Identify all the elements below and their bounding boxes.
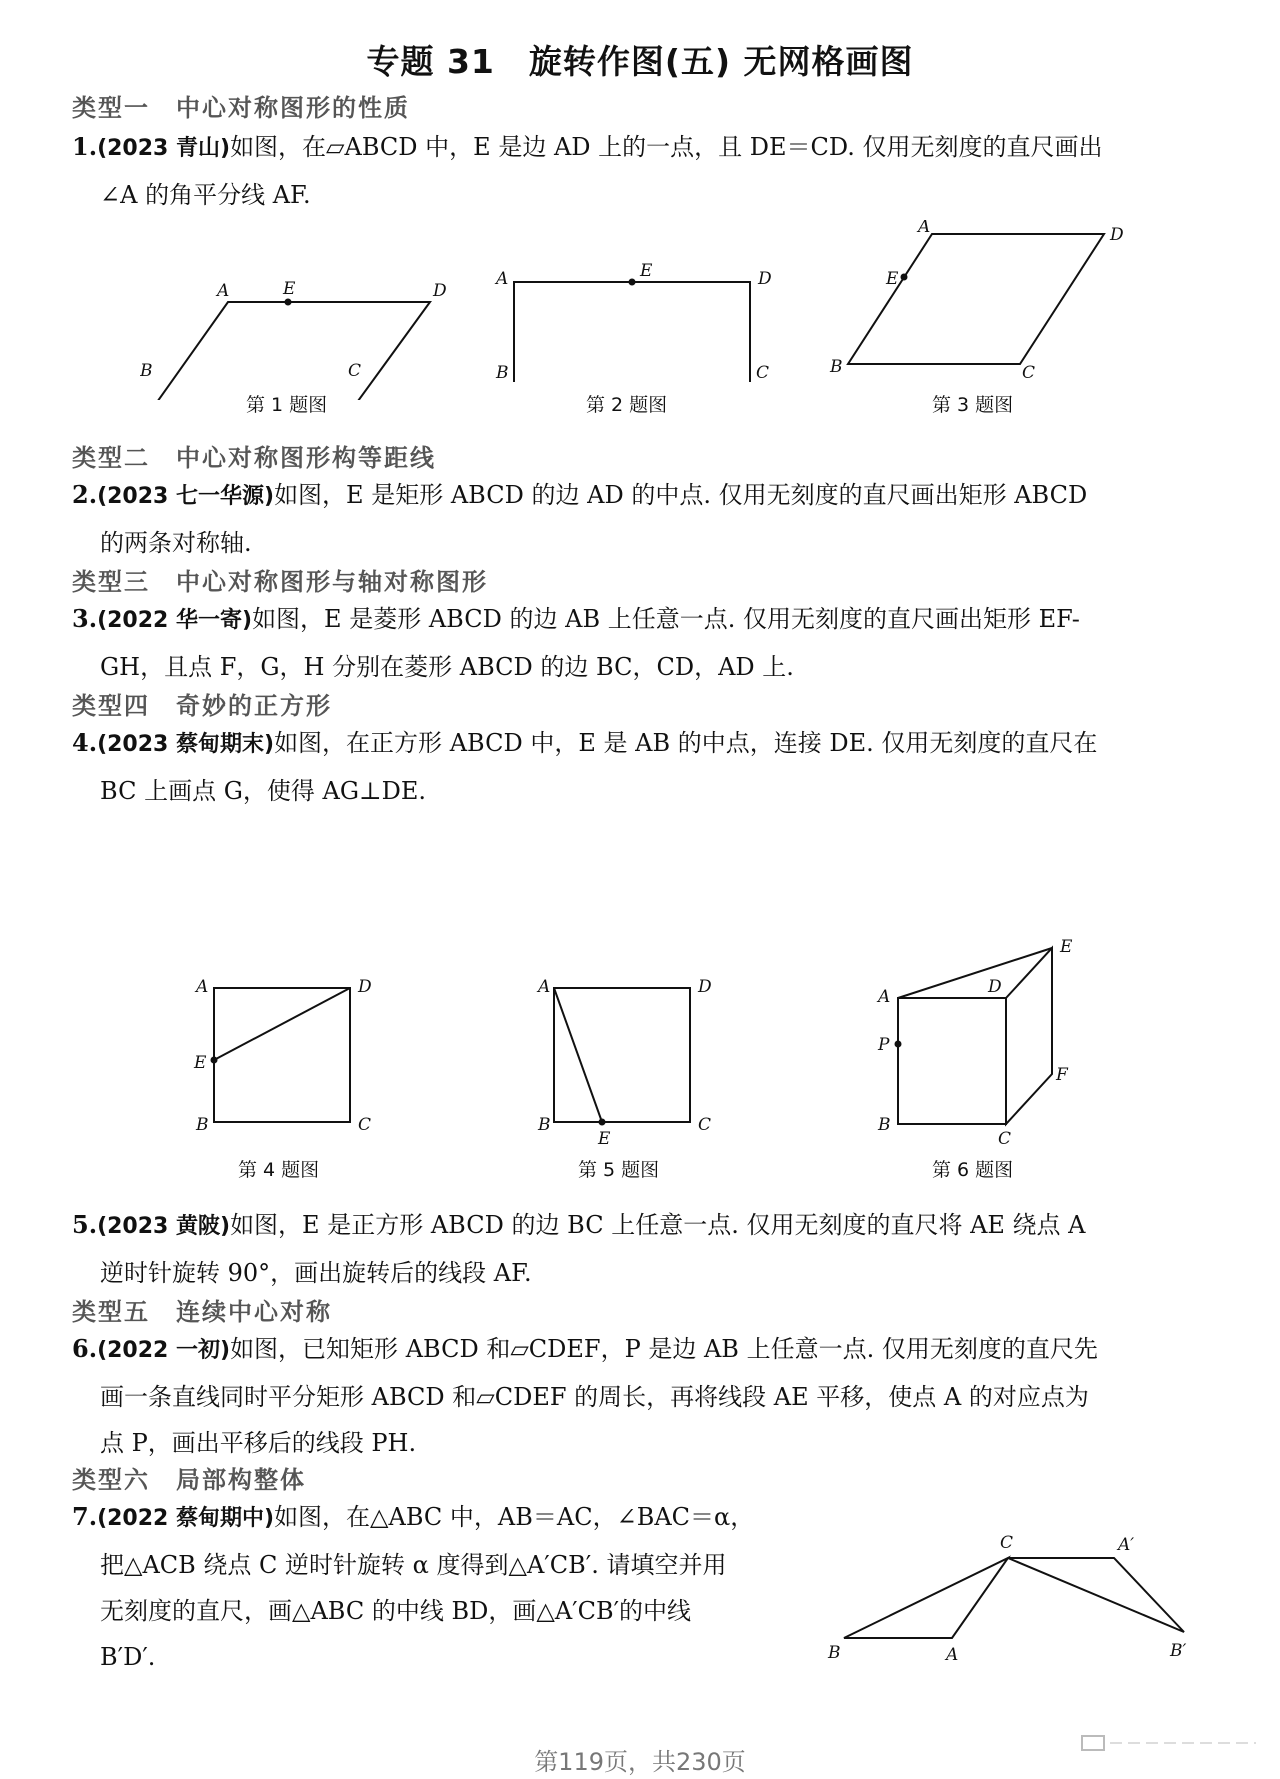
section-heading-6: 类型六 局部构整体 <box>72 1466 306 1494</box>
section-heading-1: 类型一 中心对称图形的性质 <box>72 94 410 122</box>
label-c: C <box>1000 1533 1014 1553</box>
label-c: C <box>358 1115 372 1135</box>
problem-1 <box>72 124 1210 218</box>
label-b: B <box>140 361 153 381</box>
figure-3-rhombus <box>820 220 1150 380</box>
problem-text: 如图，在▱ABCD 中，E 是边 AD 上的一点，且 DE＝CD. 仅用无刻度的直尺画出 <box>230 133 1103 161</box>
problem-text: 如图，E 是正方形 ABCD 的边 BC 上任意一点. 仅用无刻度的直尺将 AE 绕点 A <box>230 1211 1086 1239</box>
label-d: D <box>758 269 772 289</box>
caption-fig-3: 第 3 题图 <box>932 394 1014 416</box>
problem-text: 如图，在△ABC 中，AB＝AC，∠BAC＝α， <box>274 1503 755 1531</box>
problem-number: 6. <box>72 1334 98 1363</box>
label-a: A <box>217 281 230 301</box>
label-b: B <box>538 1115 551 1135</box>
problem-text: B′D′. <box>100 1643 156 1671</box>
triangle-abc <box>844 1558 1008 1638</box>
problem-source: (2023 七一华源) <box>97 484 275 509</box>
problem-6 <box>72 1326 1210 1466</box>
point-e <box>629 279 636 286</box>
page-number-footer: 第119页，共230页 <box>534 1748 746 1776</box>
problem-number: 5. <box>72 1210 98 1239</box>
label-b: B <box>828 1643 841 1663</box>
figure-6-rectangle-parallelogram <box>870 930 1090 1160</box>
label-e: E <box>598 1129 611 1149</box>
problem-2 <box>72 472 1210 566</box>
label-c: C <box>756 363 770 382</box>
problem-text: 如图，在正方形 ABCD 中，E 是 AB 的中点，连接 DE. 仅用无刻度的直尺在 <box>274 729 1098 757</box>
label-d: D <box>988 977 1002 997</box>
problem-text: ∠A 的角平分线 AF. <box>100 181 311 209</box>
problem-number: 7. <box>72 1502 98 1531</box>
figure-5-square <box>530 960 730 1160</box>
segment-ae <box>554 988 602 1122</box>
problem-source: (2022 华一寄) <box>97 608 253 633</box>
label-a: A <box>946 1645 959 1665</box>
point-e <box>599 1119 606 1126</box>
label-p: P <box>878 1035 890 1055</box>
point-e <box>285 299 292 306</box>
problem-text: 点 P，画出平移后的线段 PH. <box>100 1429 417 1457</box>
rectangle-abcd <box>898 998 1006 1124</box>
section-heading-5: 类型五 连续中心对称 <box>72 1298 332 1326</box>
label-e: E <box>886 269 899 289</box>
label-d: D <box>1110 225 1124 245</box>
label-e: E <box>283 279 296 299</box>
square-abcd <box>554 988 690 1122</box>
rhombus-abcd <box>848 234 1104 364</box>
rectangle-abcd <box>514 282 750 382</box>
label-a: A <box>196 977 209 997</box>
label-a-prime: A′ <box>1118 1535 1135 1555</box>
problem-number: 2. <box>72 480 98 509</box>
section-heading-4: 类型四 奇妙的正方形 <box>72 692 332 720</box>
problem-text: 逆时针旋转 90°，画出旋转后的线段 AF. <box>100 1259 532 1287</box>
problem-number: 1. <box>72 132 98 161</box>
label-f: F <box>1056 1065 1068 1085</box>
label-b: B <box>830 357 843 377</box>
problem-text: 如图，E 是矩形 ABCD 的边 AD 的中点. 仅用无刻度的直尺画出矩形 ABCD <box>274 481 1088 509</box>
label-b-prime: B′ <box>1170 1641 1187 1661</box>
label-a: A <box>496 269 509 289</box>
problem-3 <box>72 596 1210 690</box>
problem-text: 如图，已知矩形 ABCD 和▱CDEF，P 是边 AB 上任意一点. 仅用无刻度的直尺先 <box>230 1335 1098 1363</box>
problem-5 <box>72 1202 1210 1296</box>
label-b: B <box>196 1115 209 1135</box>
caption-fig-4: 第 4 题图 <box>238 1159 320 1181</box>
scroll-thumb[interactable] <box>1082 1736 1104 1750</box>
problem-text: BC 上画点 G，使得 AG⊥DE. <box>100 777 426 805</box>
problem-text: 如图，E 是菱形 ABCD 的边 AB 上任意一点. 仅用无刻度的直尺画出矩形 EF- <box>252 605 1080 633</box>
problem-text: GH，且点 F，G，H 分别在菱形 ABCD 的边 BC，CD，AD 上. <box>100 653 794 681</box>
figure-2-rectangle <box>490 232 780 382</box>
section-heading-3: 类型三 中心对称图形与轴对称图形 <box>72 568 488 596</box>
caption-fig-5: 第 5 题图 <box>578 1159 660 1181</box>
label-a: A <box>538 977 551 997</box>
parallelogram-abcd <box>150 302 430 400</box>
label-d: D <box>698 977 712 997</box>
problem-source: (2023 青山) <box>97 136 231 161</box>
figure-4-square <box>190 960 390 1150</box>
problem-4 <box>72 720 1210 814</box>
label-c: C <box>1022 363 1036 380</box>
square-abcd <box>214 988 350 1122</box>
caption-fig-1: 第 1 题图 <box>246 394 328 416</box>
label-a: A <box>878 987 891 1007</box>
problem-text: 画一条直线同时平分矩形 ABCD 和▱CDEF 的周长，再将线段 AE 平移，使点 A 的对应点为 <box>100 1383 1089 1411</box>
page-scroll-indicator[interactable] <box>1080 1732 1260 1754</box>
label-c: C <box>348 361 362 381</box>
label-a: A <box>918 220 931 237</box>
label-c: C <box>998 1129 1012 1149</box>
section-heading-2: 类型二 中心对称图形构等距线 <box>72 444 436 472</box>
problem-source: (2022 蔡甸期中) <box>97 1506 275 1531</box>
problem-7 <box>72 1494 812 1680</box>
caption-fig-6: 第 6 题图 <box>932 1159 1014 1181</box>
problem-text: 的两条对称轴. <box>100 529 252 557</box>
segment-de <box>214 988 350 1060</box>
problem-number: 3. <box>72 604 98 633</box>
label-e: E <box>1060 937 1073 957</box>
label-e: E <box>640 261 653 281</box>
label-b: B <box>496 363 509 382</box>
parallelogram-cdef <box>1006 948 1052 1124</box>
problem-text: 无刻度的直尺，画△ABC 的中线 BD，画△A′CB′的中线 <box>100 1597 692 1625</box>
problem-source: (2023 蔡甸期末) <box>97 732 275 757</box>
problem-source: (2023 黄陂) <box>97 1214 231 1239</box>
caption-fig-2: 第 2 题图 <box>586 394 668 416</box>
page-title: 专题 31 旋转作图(五) 无网格画图 <box>366 42 914 81</box>
figure-7-triangles <box>818 1500 1198 1680</box>
label-b: B <box>878 1115 891 1135</box>
point-p <box>895 1041 902 1048</box>
triangle-a-prime-c-b-prime <box>1008 1558 1184 1632</box>
figure-1-parallelogram <box>140 240 460 400</box>
label-e: E <box>194 1053 207 1073</box>
label-d: D <box>358 977 372 997</box>
label-c: C <box>698 1115 712 1135</box>
point-e <box>901 274 908 281</box>
problem-number: 4. <box>72 728 98 757</box>
point-e <box>211 1057 218 1064</box>
problem-text: 把△ACB 绕点 C 逆时针旋转 α 度得到△A′CB′. 请填空并用 <box>100 1551 727 1579</box>
problem-source: (2022 一初) <box>97 1338 231 1363</box>
label-d: D <box>433 281 447 301</box>
